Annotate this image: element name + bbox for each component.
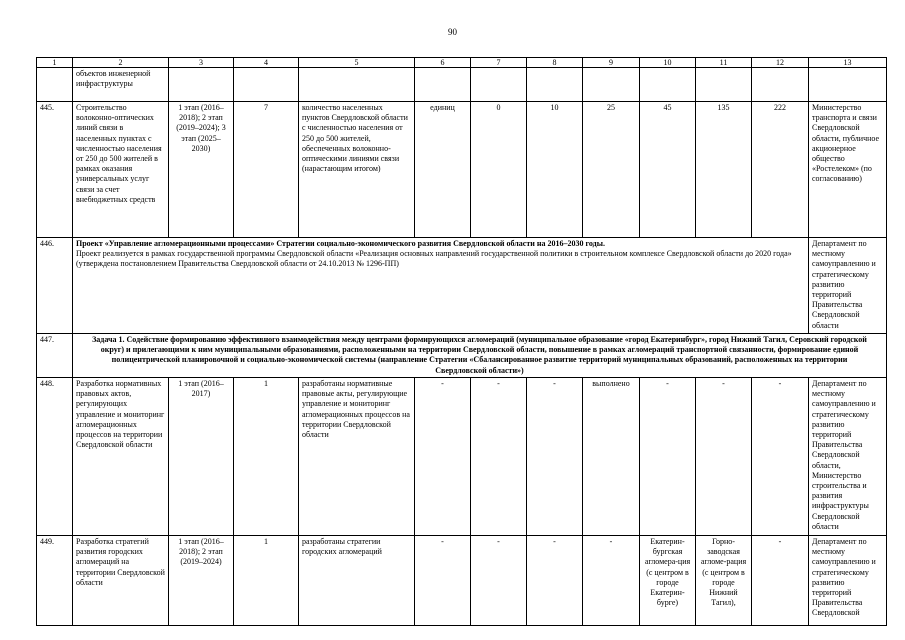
- cell-value: 10: [527, 102, 583, 238]
- plan-table: [36, 57, 887, 626]
- header-cell: 3: [169, 58, 234, 68]
- cell-name: Разработка стратегий развития городских агломераций на территории Свердловской области: [73, 536, 169, 626]
- table-row: [37, 102, 887, 238]
- cell-value: -: [527, 378, 583, 536]
- cell-unit: -: [415, 536, 471, 626]
- header-cell: 12: [752, 58, 809, 68]
- cell-value: выполнено: [583, 378, 640, 536]
- cell-responsible: Департамент по местному самоуправлению и стратегическому развитию территорий Правительства Свердловской: [809, 536, 887, 626]
- cell-indicator: количество населенных пунктов Свердловской области с численностью населения от 250 до 500 жителей, обеспеченных волоконно-оптическими линиями связи (нарастающим итогом): [299, 102, 415, 238]
- row-number: 447.: [37, 334, 73, 378]
- cell-value: -: [696, 378, 752, 536]
- cell-unit: -: [415, 378, 471, 536]
- row-number: 445.: [37, 102, 73, 238]
- cell-value: 45: [640, 102, 696, 238]
- header-cell: 5: [299, 58, 415, 68]
- header-cell: 2: [73, 58, 169, 68]
- task-heading: Задача 1. Содействие формированию эффективного взаимодействия между центрами формирующихся агломераций (муниципальное образование «город Екатеринбург», город Нижний Тагил, Серовский городской округ) и прилегающими к ним муниципальными образованиями, расположенными на территории Свердловской области, повышение в рамках агломераций транспортной связанности, формирование единой полицентрической планировочной и социально-экономической системы (направление Стратегии «Сбалансированное развитие территорий муниципальных образований, расположенных на территории Свердловской области»): [73, 334, 887, 378]
- header-cell: 11: [696, 58, 752, 68]
- cell-c4: 1: [234, 378, 299, 536]
- cell-stage: 1 этап (2016–2017): [169, 378, 234, 536]
- cell-responsible: Департамент по местному самоуправлению и стратегическому развитию территорий Правительства Свердловской области, Министерство строительства и развития инфраструктуры Свердловской области: [809, 378, 887, 536]
- cell-name: Строительство волоконно-оптических линий связи в населенных пунктах с численностью населения от 250 до 500 жителей в рамках оказания универсальных услуг связи за счет внебюджетных средств: [73, 102, 169, 238]
- row-number: 448.: [37, 378, 73, 536]
- cell-value: -: [527, 536, 583, 626]
- cell-value: Горно-заводская агломе-рация (с центром в городе Нижний Тагил),: [696, 536, 752, 626]
- cell-indicator: разработаны нормативные правовые акты, регулирующие управление и мониторинг агломерационных процессов на территории Свердловской области: [299, 378, 415, 536]
- project-cell: [73, 238, 809, 334]
- header-cell: 1: [37, 58, 73, 68]
- cell-responsible: Министерство транспорта и связи Свердловской области, публичное акционерное общество «Ростелеком» (по согласованию): [809, 102, 887, 238]
- header-cell: 4: [234, 58, 299, 68]
- cell-indicator: разработаны стратегии городских агломераций: [299, 536, 415, 626]
- cell-value: -: [752, 536, 809, 626]
- cell-stage: 1 этап (2016–2018); 2 этап (2019–2024): [169, 536, 234, 626]
- cell-c4: 7: [234, 102, 299, 238]
- project-description: Проект реализуется в рамках государственной программы Свердловской области «Реализация основных направлений государственной политики в строительном комплексе Свердловской области до 2020 года» (утверждена постановлением Правительства Свердловской области от 24.10.2013 № 1296-ПП): [76, 249, 792, 269]
- project-title: Проект «Управление агломерационными процессами» Стратегии социально-экономического развития Свердловской области на 2016–2030 годы.: [76, 239, 605, 248]
- header-cell: 10: [640, 58, 696, 68]
- cell-value: -: [471, 378, 527, 536]
- cell-value: -: [640, 378, 696, 536]
- table-row: [37, 238, 887, 334]
- cell-c4: 1: [234, 536, 299, 626]
- cell-value: Екатерин-бургская агломера-ция (с центром в городе Екатерин-бурге): [640, 536, 696, 626]
- cell-unit: единиц: [415, 102, 471, 238]
- cell-value: 222: [752, 102, 809, 238]
- table-row: [37, 536, 887, 626]
- header-cell: 8: [527, 58, 583, 68]
- cell-stage: 1 этап (2016–2018); 2 этап (2019–2024); 3 этап (2025–2030): [169, 102, 234, 238]
- cell-value: 25: [583, 102, 640, 238]
- cell-value: 135: [696, 102, 752, 238]
- cell-name: Разработка нормативных правовых актов, регулирующих управление и мониторинг агломерационных процессов на территории Свердловской области: [73, 378, 169, 536]
- header-cell: 7: [471, 58, 527, 68]
- page-number: 90: [448, 27, 457, 37]
- cell-value: -: [752, 378, 809, 536]
- row-number: 449.: [37, 536, 73, 626]
- header-cell: 6: [415, 58, 471, 68]
- cell-value: -: [471, 536, 527, 626]
- header-row: [37, 58, 887, 68]
- header-cell: 9: [583, 58, 640, 68]
- cell-name: объектов инженерной инфраструктуры: [73, 68, 169, 102]
- header-cell: 13: [809, 58, 887, 68]
- cell-value: 0: [471, 102, 527, 238]
- table-row: [37, 68, 887, 102]
- cell-responsible: Департамент по местному самоуправлению и стратегическому развитию территорий Правительства Свердловской области: [809, 238, 887, 334]
- cell-value: -: [583, 536, 640, 626]
- table-row: [37, 378, 887, 536]
- table-row: [37, 334, 887, 378]
- row-number: 446.: [37, 238, 73, 334]
